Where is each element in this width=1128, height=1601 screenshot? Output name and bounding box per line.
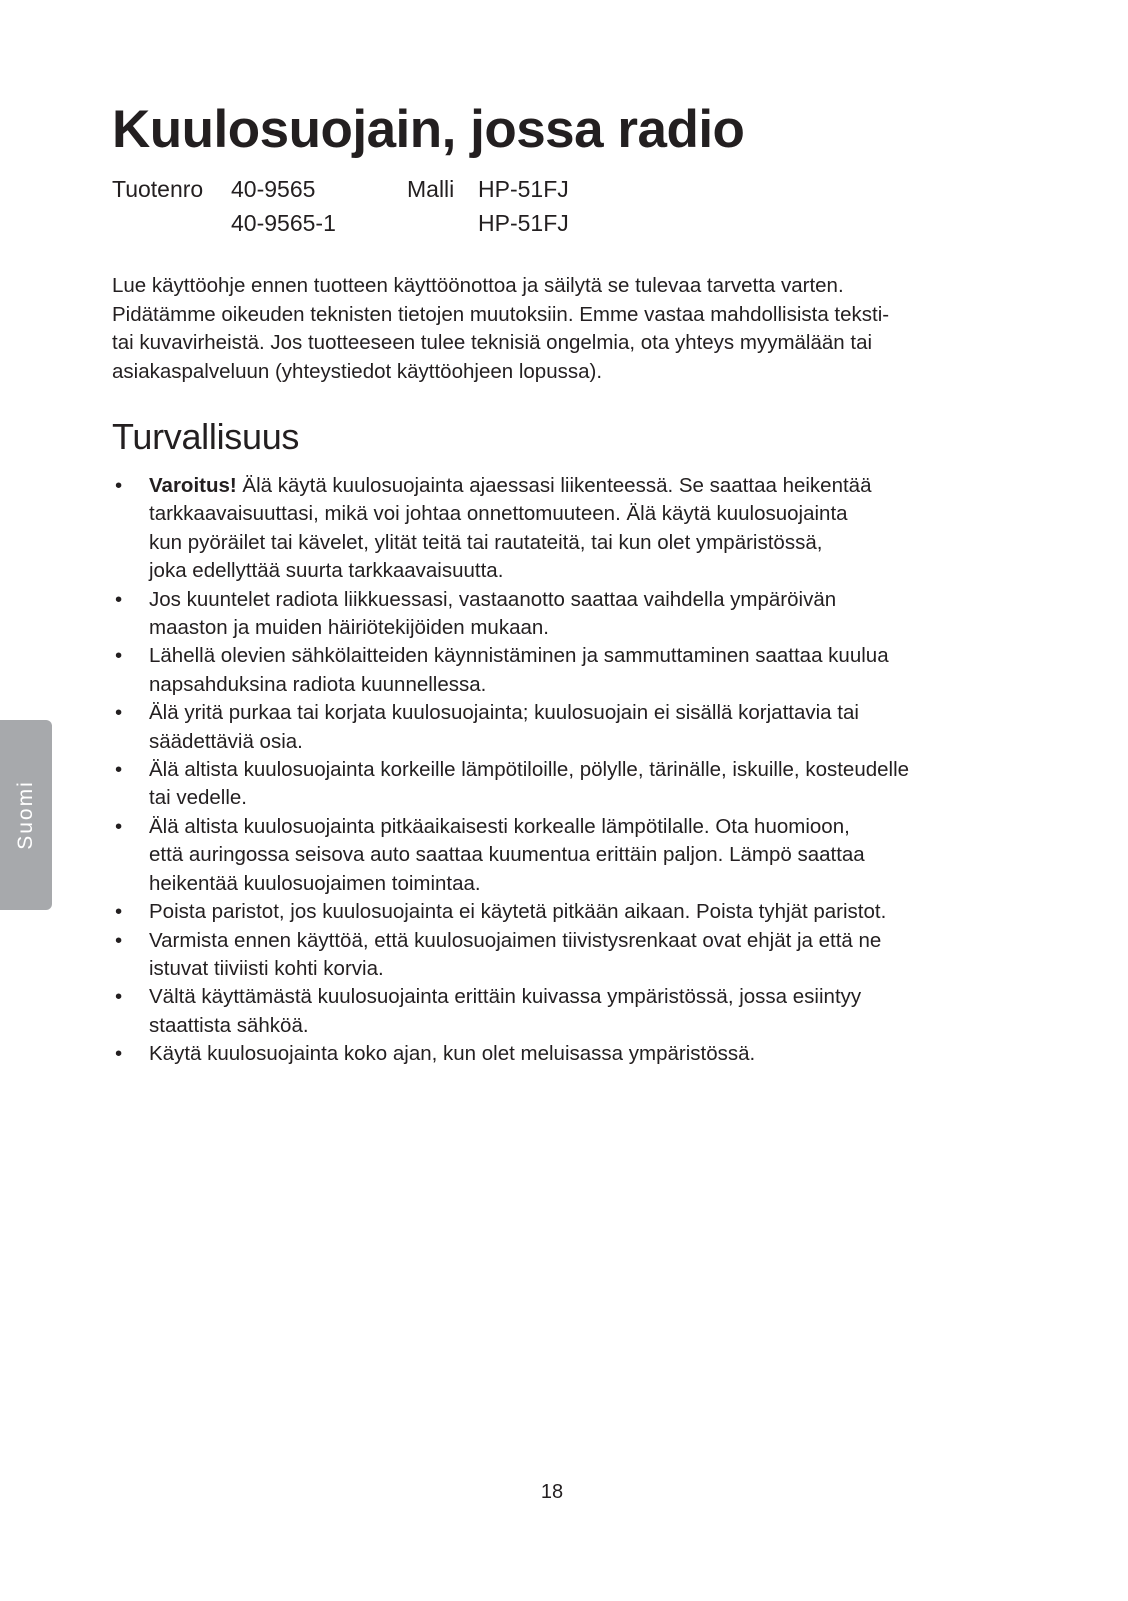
section-heading-safety: Turvallisuus (112, 416, 300, 457)
safety-item (112, 898, 1012, 926)
product-info-row (112, 206, 618, 240)
product-number-label-spacer (112, 206, 231, 240)
intro-line: Pidätämme oikeuden teknisten tietojen muutoksiin. Emme vastaa mahdollisista teksti- (112, 302, 890, 326)
safety-item (112, 1040, 1012, 1068)
safety-item (112, 699, 1012, 756)
safety-item-line: Poista paristot, jos kuulosuojainta ei käytetä pitkään aikaan. Poista tyhjät paristot. (149, 900, 887, 924)
safety-item-line: napsahduksina radiota kuunnellessa. (149, 672, 487, 696)
safety-item-line: Vältä käyttämästä kuulosuojainta erittäin kuivassa ympäristössä, jossa esiintyy (149, 985, 862, 1009)
intro-line: tai kuvavirheistä. Jos tuotteeseen tulee teknisiä ongelmia, ota yhteys myymälään tai (112, 331, 873, 354)
bullet-icon: • (115, 928, 123, 952)
safety-item-line: Lähellä olevien sähkölaitteiden käynnistäminen ja sammuttaminen saattaa kuulua (149, 644, 889, 668)
intro-paragraph (112, 272, 1012, 386)
language-side-tab (0, 720, 52, 910)
safety-item-warning (112, 472, 1012, 586)
safety-item-line: tai vedelle. (149, 786, 248, 810)
model-label-spacer (407, 206, 478, 240)
safety-item (112, 756, 1012, 813)
intro-line: asiakaspalveluun (yhteystiedot käyttöohjeen lopussa). (112, 359, 603, 383)
safety-item-line: staattista sähköä. (149, 1013, 309, 1037)
safety-item-line: kun pyöräilet tai kävelet, ylität teitä tai rautateitä, tai kun olet ympäristössä, (149, 530, 823, 554)
bullet-icon: • (115, 814, 123, 838)
product-number-label: Tuotenro (112, 176, 204, 202)
bullet-icon: • (115, 985, 123, 1009)
safety-item (112, 586, 1012, 643)
product-number: 40-9565 (231, 176, 316, 202)
model-label: Malli (407, 176, 455, 202)
safety-item-line: säädettäviä osia. (149, 729, 303, 753)
warning-label: Varoitus! (149, 474, 237, 497)
product-info-row (112, 172, 618, 206)
product-number: 40-9565-1 (231, 210, 336, 236)
bullet-icon: • (115, 900, 123, 924)
safety-item (112, 813, 1012, 898)
page-number: 18 (540, 1481, 564, 1503)
bullet-icon: • (115, 644, 123, 668)
safety-item-line: Jos kuuntelet radiota liikkuessasi, vastaanotto saattaa vaihdella ympäröivän (149, 587, 837, 611)
safety-item (112, 642, 1012, 699)
safety-item-line: Älä altista kuulosuojainta pitkäaikaisesti korkealle lämpötilalle. Ota huomioon, (149, 814, 850, 838)
model-number: HP-51FJ (478, 176, 569, 202)
safety-item-line: Älä yritä purkaa tai korjata kuulosuojainta; kuulosuojain ei sisällä korjattavia tai (149, 701, 859, 725)
bullet-icon: • (115, 1042, 123, 1066)
bullet-icon: • (115, 587, 123, 611)
safety-item-line: Käytä kuulosuojainta koko ajan, kun olet meluisassa ympäristössä. (149, 1042, 756, 1066)
safety-item-line: että auringossa seisova auto saattaa kuumentua erittäin paljon. Lämpö saattaa (149, 843, 865, 867)
safety-item (112, 927, 1012, 984)
safety-item-line: Älä altista kuulosuojainta korkeille lämpötiloille, pölylle, tärinälle, iskuille, kosteudelle (149, 758, 910, 782)
safety-item-line: heikentää kuulosuojaimen toimintaa. (149, 871, 481, 895)
page-title: Kuulosuojain, jossa radio (112, 100, 745, 159)
safety-item (112, 983, 1012, 1040)
safety-item-line: tarkkaavaisuuttasi, mikä voi johtaa onnettomuuteen. Älä käytä kuulosuojainta (149, 502, 848, 526)
language-tab-label: Suomi (14, 780, 37, 850)
safety-item-line: joka edellyttää suurta tarkkaavaisuutta. (149, 559, 504, 583)
warning-text: Älä käytä kuulosuojainta ajaessasi liikenteessä. Se saattaa heikentää (236, 474, 872, 497)
safety-item-line: maaston ja muiden häiriötekijöiden mukaan. (149, 616, 549, 640)
bullet-icon: • (115, 758, 123, 782)
model-number: HP-51FJ (478, 210, 569, 236)
bullet-icon: • (115, 701, 123, 725)
intro-line: Lue käyttöohje ennen tuotteen käyttöönottoa ja säilytä se tulevaa tarvetta varten. (112, 274, 844, 297)
safety-item-line: Varmista ennen käyttöä, että kuulosuojaimen tiivistysrenkaat ovat ehjät ja että ne (149, 928, 882, 952)
safety-item-line (149, 472, 1012, 500)
product-info (112, 172, 618, 240)
bullet-icon: • (115, 474, 123, 497)
safety-item-line: istuvat tiiviisti kohti korvia. (149, 956, 384, 980)
safety-list (112, 472, 1012, 1069)
